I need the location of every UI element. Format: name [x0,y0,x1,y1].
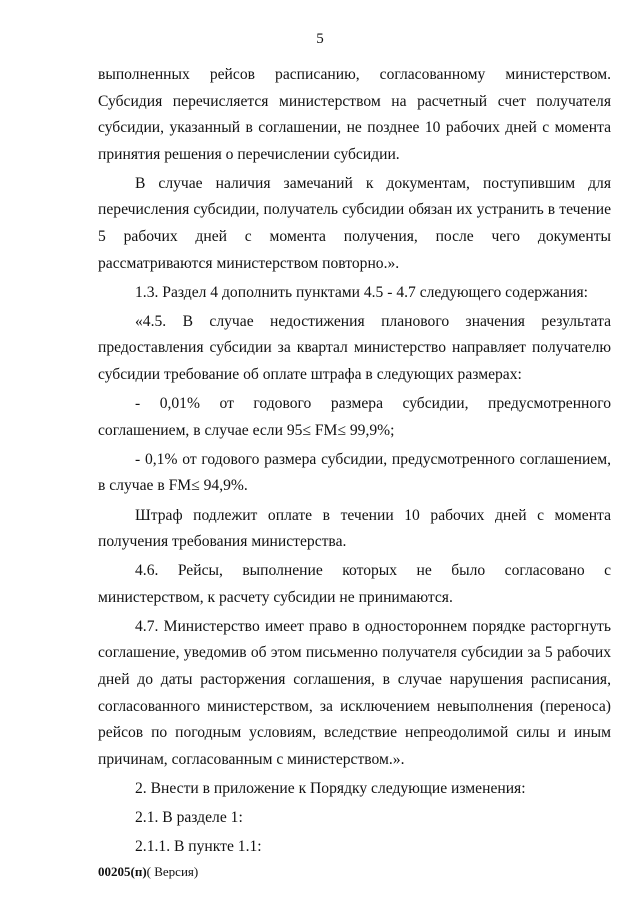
paragraph-item-4-5: «4.5. В случае недостижения планового значения результата предоставления субсидии за квартал министерство направляет получателю субсидии требование об оплате штрафа в следующих размерах: [98,312,611,384]
paragraph-item-2: 2. Внести в приложение к Порядку следующие изменения: [135,779,526,797]
paragraph-item-1-3: 1.3. Раздел 4 дополнить пунктами 4.5 - 4.7 следующего содержания: [135,283,588,301]
document-code: 00205(п) [98,864,147,879]
paragraph-remarks: В случае наличия замечаний к документам, поступившим для перечисления субсидии, получатель субсидии обязан их устранить в течение 5 рабочих дней с момента получения, после чего документы рассматриваются министерством повторно.». [98,174,611,272]
paragraph-penalty-payment: Штраф подлежит оплате в течении 10 рабочих дней с момента получения требования министерства. [98,506,611,551]
paragraph-item-4-7: 4.7. Министерство имеет право в одностороннем порядке расторгнуть соглашение, уведомив об этом письменно получателя субсидии за 5 рабочих дней до даты расторжения соглашения, в случае нарушения расписания, согласованного министерством, за исключением невыполнения (переноса) рейсов по погодным условиям, вследствие непреодолимой силы и иным причинам, согласованным с министерством.». [98,617,611,768]
paragraph-item-2-1-1: 2.1.1. В пункте 1.1: [135,838,262,856]
paragraph-continuation: выполненных рейсов расписанию, согласованному министерством. Субсидия перечисляется министерством на расчетный счет получателя субсидии, указанный в соглашении, не позднее 10 рабочих дней с момента принятия решения о перечислении субсидии. [98,66,611,163]
paragraph-item-4-6: 4.6. Рейсы, выполнение которых не было согласовано с министерством, к расчету субсидии не принимаются. [98,562,611,606]
document-version: ( Версия) [146,864,199,879]
paragraph-item-2-1: 2.1. В разделе 1: [135,809,243,827]
paragraph-penalty-1: - 0,01% от годового размера субсидии, предусмотренного соглашением, в случае если 95≤ FM≤ 99,9%; [98,395,611,439]
document-footer [98,864,198,880]
page-number: 5 [316,31,324,47]
paragraph-penalty-2: - 0,1% от годового размера субсидии, предусмотренного соглашением, в случае в FM≤ 94,9%. [98,450,611,495]
document-body [98,62,611,863]
